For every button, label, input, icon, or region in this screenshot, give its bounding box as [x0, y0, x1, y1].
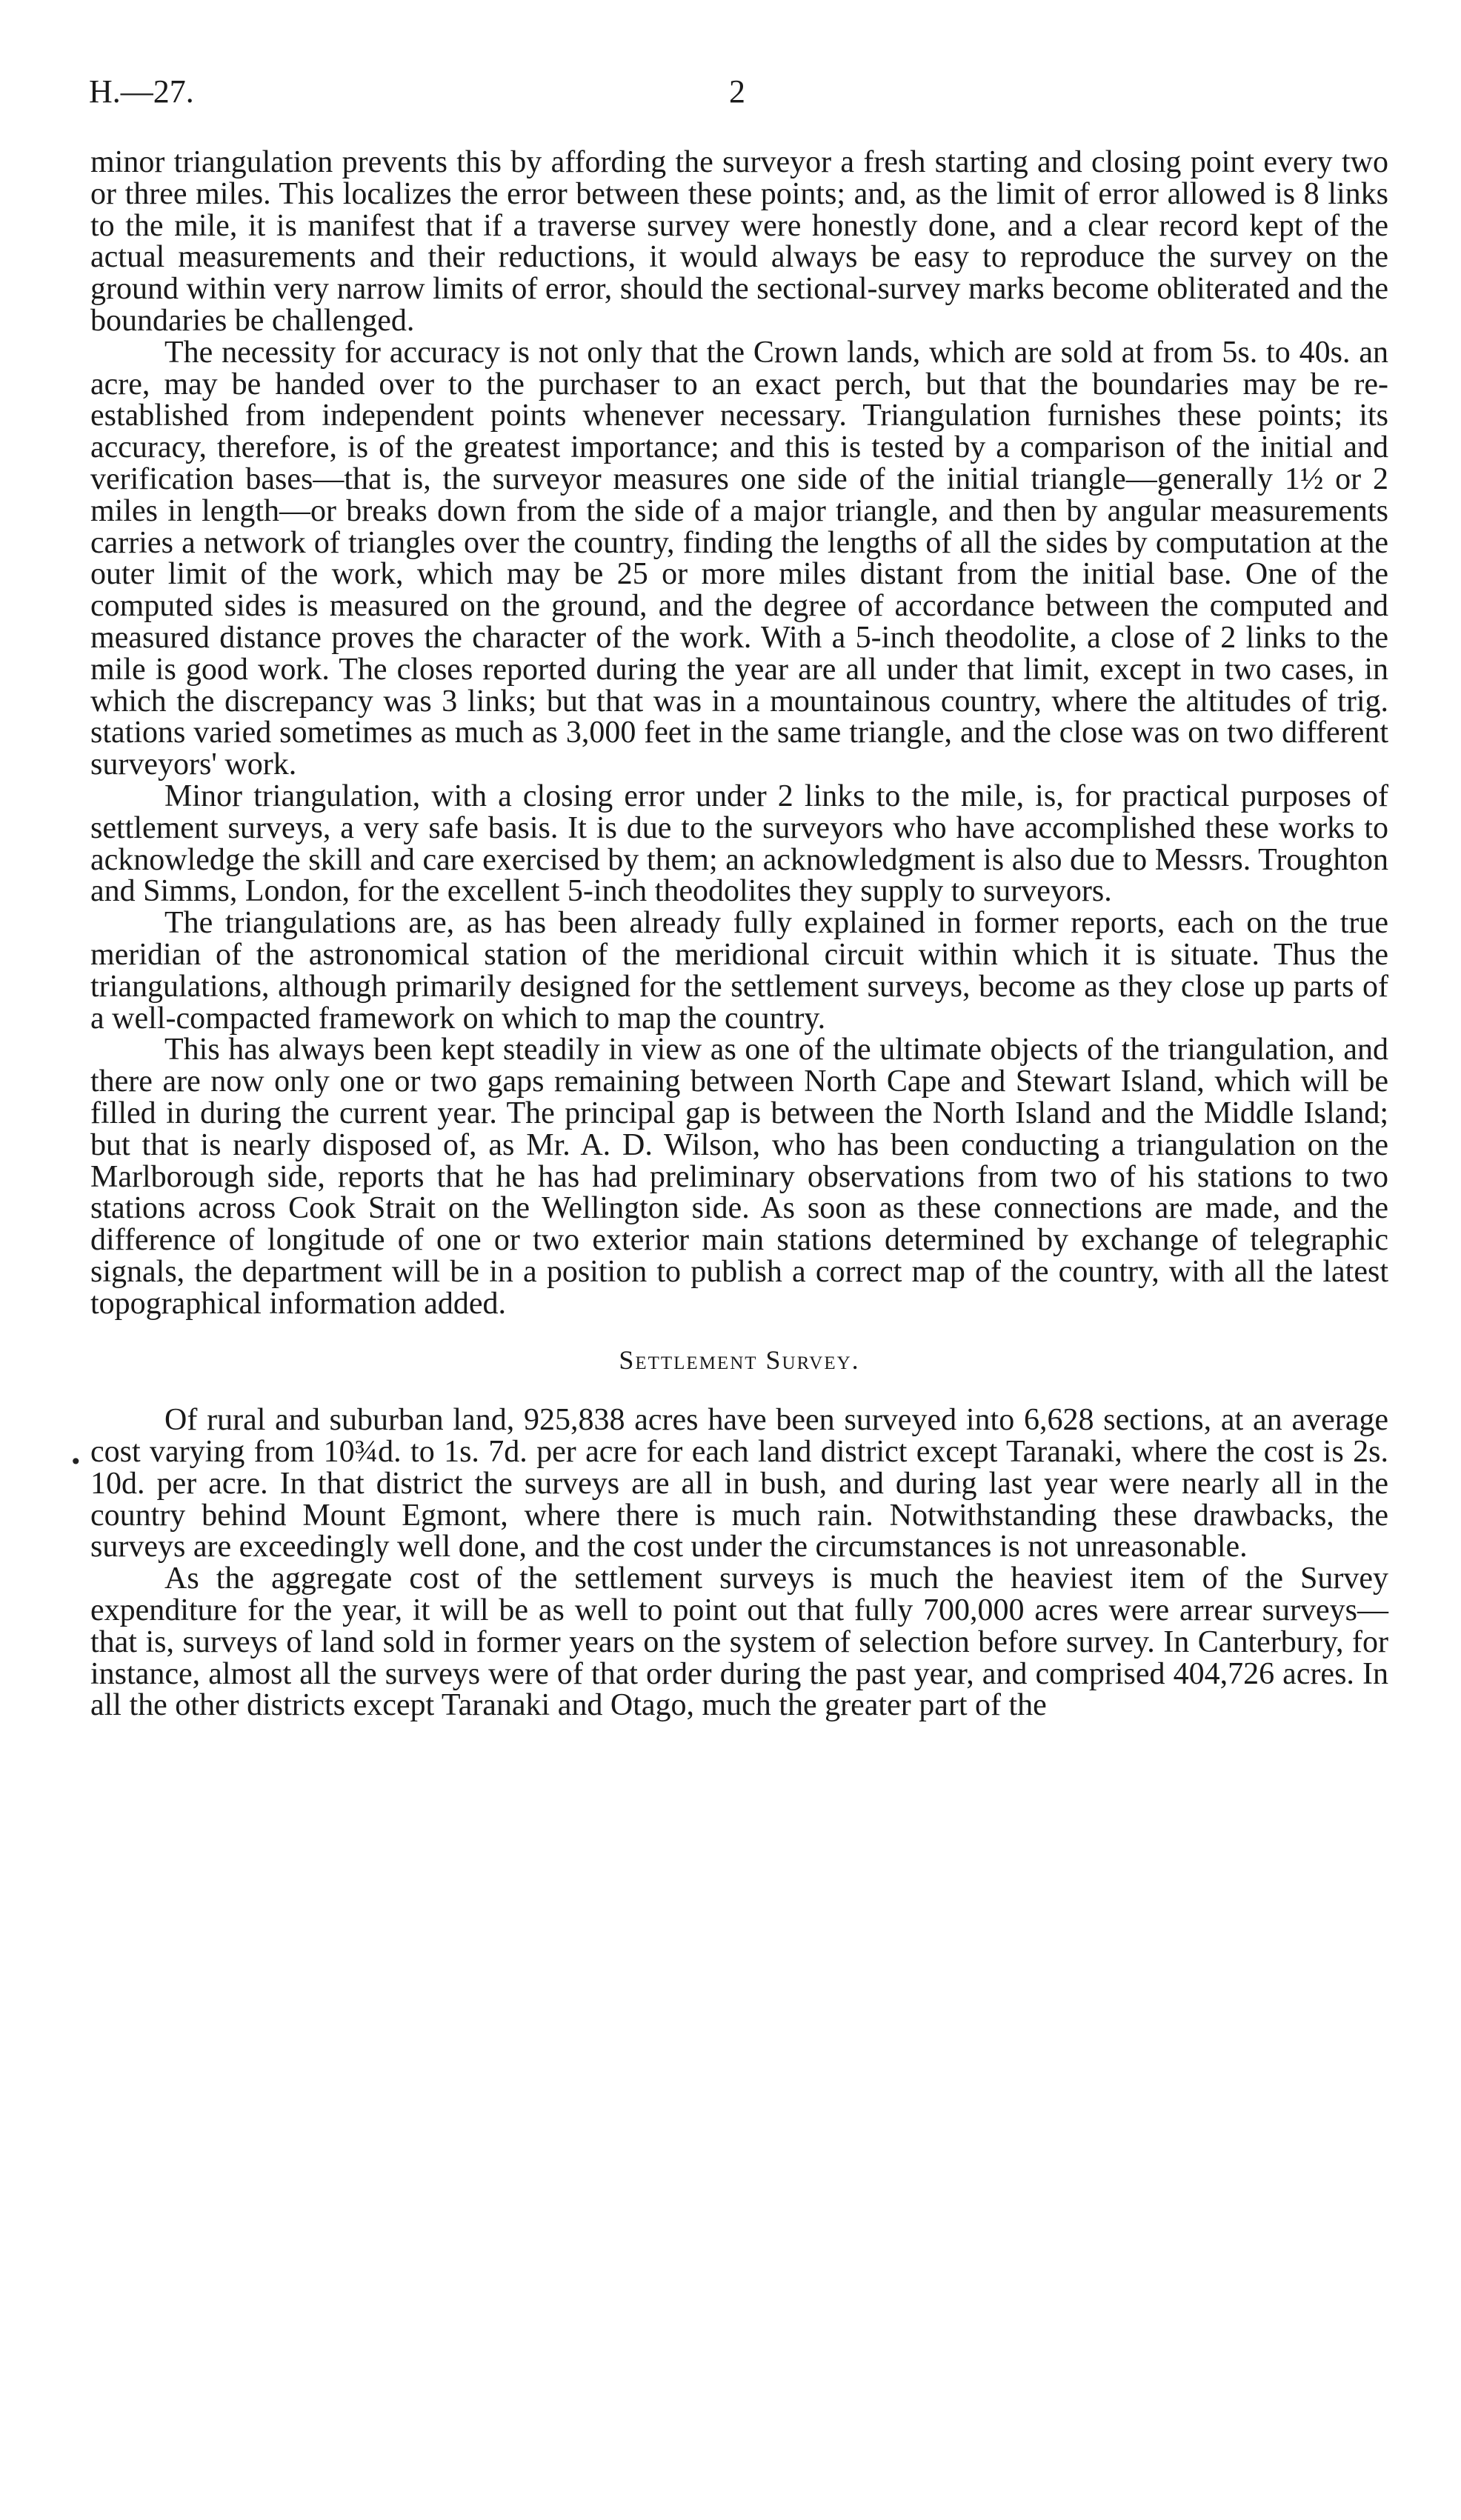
section-heading: Settlement Survey.: [619, 1345, 860, 1376]
margin-dot: •: [70, 1450, 82, 1474]
page-header: [89, 73, 1393, 117]
paragraph: This has always been kept steadily in view as one of the ultimate objects of the triangulation, and there are now only one or two gaps remaining between North Cape and Stewart Island, which will be filled in during the current year. The principal gap is between the North Island and the Middle Island; but that is nearly disposed of, as Mr. A. D. Wilson, who has been conducting a triangulation on the Marlborough side, reports that he has had preliminary observations from two of his stations to two stations across Cook Strait on the Wellington side. As soon as these connections are made, and the difference of longitude of one or two exterior main stations determined by exchange of telegraphic signals, the department will be in a position to publish a correct map of the country, with all the latest topographical information added.: [90, 1033, 1388, 1321]
paragraph: Minor triangulation, with a closing error under 2 links to the mile, is, for practical purposes of settlement surveys, a very safe basis. It is due to the surveyors who have accomplished these works to acknowledge the skill and care exercised by them; an acknowledgment is also due to Messrs. Troughton and Simms, London, for the excellent 5-inch theodolites they supply to surveyors.: [90, 779, 1388, 909]
paragraph: minor triangulation prevents this by affording the surveyor a fresh starting and closing point every two or three miles. This localizes the error between these points; and, as the limit of error allowed is 8 links to the mile, it is manifest that if a traverse survey were honestly done, and a clear record kept of the actual measurements and their reductions, it would always be easy to reproduce the survey on the ground within very narrow limits of error, should the sectional-survey marks become obliterated and the boundaries be challenged.: [90, 145, 1388, 338]
paragraph: The triangulations are, as has been already fully explained in former reports, each on the true meridian of the astronomical station of the meridional circuit within which it is situate. Thus the triangulations, although primarily designed for the settlement surveys, become as they close up parts of a well-compacted framework on which to map the country.: [90, 906, 1388, 1036]
page-number: 2: [729, 73, 745, 110]
paragraph: Of rural and suburban land, 925,838 acres have been surveyed into 6,628 sections, at an average cost varying from 10¾d. to 1s. 7d. per acre for each land district except Taranaki, where the cost is 2s. 10d. per acre. In that district the surveys are all in bush, and during last year were nearly all in the country behind Mount Egmont, where there is much rain. Notwithstanding these drawbacks, the surveys are exceedingly well done, and the cost under the circumstances is not unreasonable.: [90, 1403, 1388, 1564]
paragraph: As the aggregate cost of the settlement surveys is much the heaviest item of the Survey expenditure for the year, it will be as well to point out that fully 700,000 acres were arrear surveys—that is, surveys of land sold in former years on the system of selection before survey. In Canterbury, for instance, almost all the surveys were of that order during the past year, and comprised 404,726 acres. In all the other districts except Taranaki and Otago, much the greater part of the: [90, 1561, 1388, 1723]
document-reference: H.—27.: [89, 73, 194, 110]
body-text: [90, 147, 1388, 1721]
paragraph: The necessity for accuracy is not only that the Crown lands, which are sold at from 5s. to 40s. an acre, may be handed over to the purchaser to an exact perch, but that the boundaries may be re-established from independent points whenever necessary. Triangulation furnishes these points; its accuracy, therefore, is of the greatest importance; and this is tested by a comparison of the initial and verification bases—that is, the surveyor measures one side of the initial triangle—generally 1½ or 2 miles in length—or breaks down from the side of a major triangle, and then by angular measurements carries a network of triangles over the country, finding the lengths of all the sides by computation at the outer limit of the work, which may be 25 or more miles distant from the initial base. One of the computed sides is measured on the ground, and the degree of accordance between the computed and measured distance proves the character of the work. With a 5-inch theodolite, a close of 2 links to the mile is good work. The closes reported during the year are all under that limit, except in two cases, in which the discrepancy was 3 links; but that was in a mountainous country, where the altitudes of trig. stations varied sometimes as much as 3,000 feet in the same triangle, and the close was on two different surveyors' work.: [90, 335, 1388, 782]
